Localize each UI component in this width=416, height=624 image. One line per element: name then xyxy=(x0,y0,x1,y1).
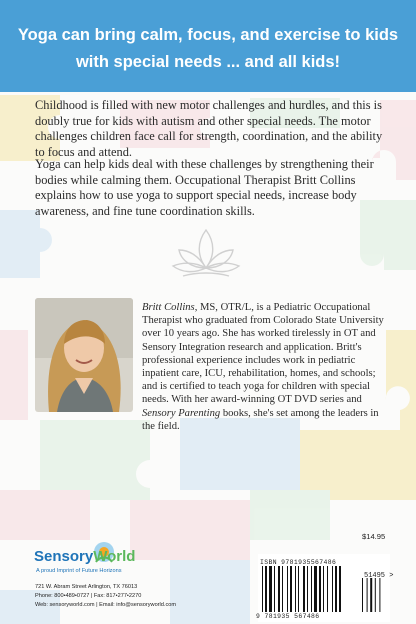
bio-book-title: Sensory Parenting xyxy=(142,407,221,419)
publisher-name-part2: World xyxy=(93,548,136,565)
publisher-tagline: A proud Imprint of Future Horizons xyxy=(36,568,122,574)
publisher-address: 721 W. Abram Street Arlington, TX 76013 xyxy=(35,584,138,590)
headline xyxy=(14,22,402,76)
publisher-web: Web: sensoryworld.com | Email: info@sensoryworld.com xyxy=(35,602,177,609)
lotus-icon xyxy=(171,224,241,282)
intro-paragraph-1: Childhood is filled with new motor challenges and hurdles, and this is doubly true for kids with autism and other special needs. The motor challenges children face call for strength, coordination, and the ability to focus and attend. xyxy=(35,98,383,159)
price-label: $14.95 xyxy=(362,532,386,541)
headline-line-2: with special needs ... and all kids! xyxy=(75,53,341,71)
intro-paragraph-2: Yoga can help kids deal with these challenges by strengthening their bodies while calming them. Occupational Therapist Britt Collins explains how to use yoga to support special needs, increase body awareness, and fine tune coordination skills. xyxy=(35,157,374,218)
author-photo xyxy=(35,298,133,412)
isbn-bottom: 9 781935 567486 xyxy=(256,613,320,620)
publisher-name-part1: Sensory xyxy=(34,548,94,565)
bio-text-a: , MS, OTR/L, is a Pediatric Occupational Therapist who graduated from Colorado State University over 10 years ago. She has worked tirelessly in OT and Sensory Integration research and application. Britt's professional experience includes work in pediatric inpatient care, ICU, rehabilitation, homes, and schools; and is certified to teach yoga for children with special needs. With her award-winning OT DVD series and xyxy=(142,302,384,406)
publisher-contact xyxy=(35,583,255,611)
author-bio xyxy=(142,301,385,433)
price-code: 51495 > xyxy=(364,572,394,580)
headline-line-1: Yoga can bring calm, focus, and exercise to kids xyxy=(17,26,399,44)
publisher-phone: Phone: 800•489•0727 | Fax: 817•277•2270 xyxy=(35,593,142,600)
isbn-top: ISBN 9781935567486 xyxy=(260,559,337,566)
bio-text-b: books, she's set among the leaders in the field. xyxy=(142,407,379,432)
publisher-logo xyxy=(34,540,144,578)
author-name: Britt Collins xyxy=(142,302,195,313)
